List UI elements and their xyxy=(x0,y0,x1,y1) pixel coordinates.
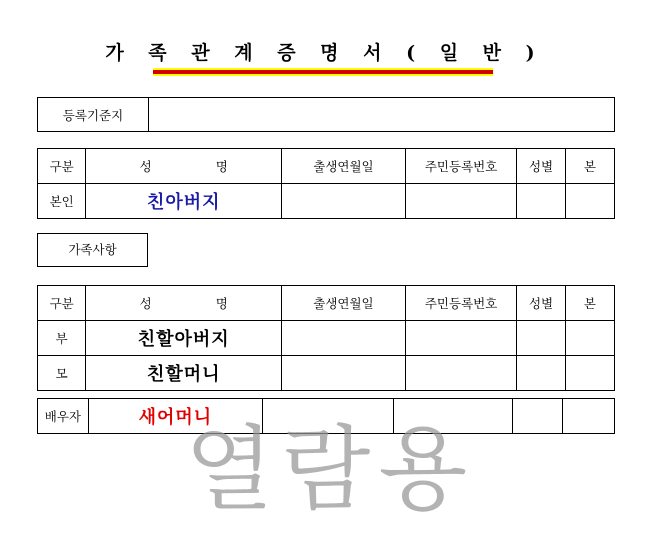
table-row xyxy=(38,356,615,391)
row-origin xyxy=(565,356,614,391)
row-origin xyxy=(563,399,615,434)
registration-table xyxy=(37,97,615,132)
header-name: 성 명 xyxy=(86,149,282,184)
row-sex xyxy=(517,321,565,356)
header-row xyxy=(38,286,615,321)
row-birth xyxy=(282,356,406,391)
table-row xyxy=(38,321,615,356)
header-type: 구분 xyxy=(38,149,86,184)
header-row xyxy=(38,149,615,184)
header-origin: 본 xyxy=(565,149,614,184)
row-id xyxy=(405,184,517,219)
table-row xyxy=(38,184,615,219)
registration-label: 등록기준지 xyxy=(38,98,149,132)
row-sex xyxy=(512,399,563,434)
header-name: 성 명 xyxy=(86,286,282,321)
family-table xyxy=(37,285,615,391)
header-id: 주민등록번호 xyxy=(405,149,517,184)
document-title: 가 족 관 계 증 명 서 ( 일 반 ) xyxy=(105,42,544,64)
header-birth: 출생연월일 xyxy=(282,286,406,321)
row-name: 친아버지 xyxy=(86,184,282,219)
header-type: 구분 xyxy=(38,286,86,321)
row-name: 친할아버지 xyxy=(86,321,282,356)
row-name: 친할머니 xyxy=(86,356,282,391)
header-sex: 성별 xyxy=(517,149,565,184)
row-sex xyxy=(517,184,565,219)
row-birth xyxy=(282,321,406,356)
row-sex xyxy=(517,356,565,391)
row-origin xyxy=(565,321,614,356)
row-name: 새어머니 xyxy=(88,399,262,434)
title-underline xyxy=(153,68,493,76)
row-type: 모 xyxy=(38,356,86,391)
row-type: 본인 xyxy=(38,184,86,219)
header-id: 주민등록번호 xyxy=(405,286,517,321)
row-type: 부 xyxy=(38,321,86,356)
header-sex: 성별 xyxy=(517,286,565,321)
header-birth: 출생연월일 xyxy=(282,149,406,184)
row-origin xyxy=(565,184,614,219)
self-table xyxy=(37,148,615,219)
header-origin: 본 xyxy=(565,286,614,321)
watermark: 열람용 xyxy=(184,416,476,523)
row-id xyxy=(405,321,517,356)
row-type: 배우자 xyxy=(38,399,89,434)
row-birth xyxy=(282,184,406,219)
family-section-label: 가족사항 xyxy=(37,233,148,267)
registration-value xyxy=(149,98,615,132)
row-id xyxy=(405,356,517,391)
